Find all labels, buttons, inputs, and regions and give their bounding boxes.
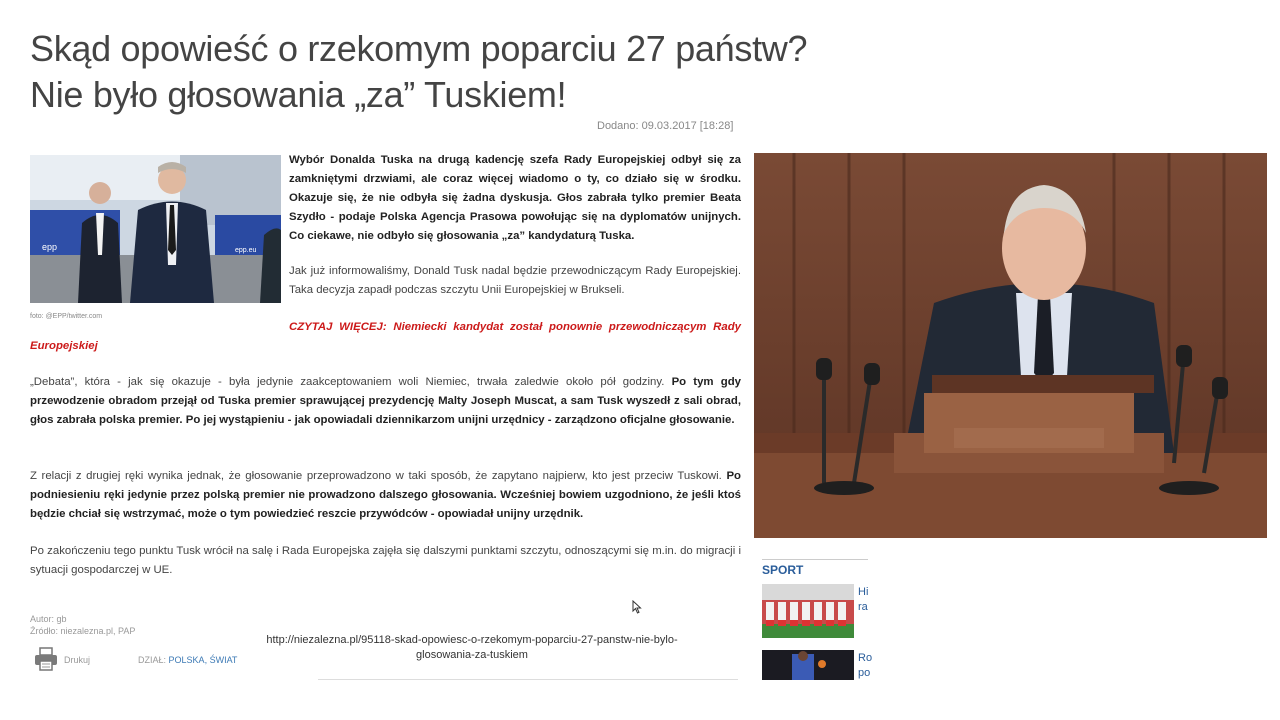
- sport-item-1-title[interactable]: Hi ra: [858, 586, 869, 613]
- paragraph-3-bold: Po tym gdy przewodzenie obradom przejął od Tuska premier sprawującej prezydencję Malty Joseph Muscat, a sam Tusk wyszedł z sali obrad, głos zabrała polska premier. Po jej wystąpieniu - jak opowiadali dziennikarzom unijni urzędnicy - zarządzono oficjalne głosowanie.: [30, 376, 741, 426]
- article-author: Autor: gb: [30, 614, 67, 624]
- basketball-photo-image: [762, 650, 854, 680]
- sport-thumb-1[interactable]: [762, 584, 854, 638]
- section-label: DZIAŁ:: [138, 655, 167, 665]
- svg-text:epp: epp: [42, 242, 58, 252]
- title-line-1: Skąd opowieść o rzekomym poparciu 27 państw?: [30, 28, 808, 69]
- print-button[interactable]: [33, 646, 59, 672]
- paragraph-4-text: Z relacji z drugiej ręki wynika jednak, że głosowanie przeprowadzono w taki sposób, że zapytano najpierw, kto jest przeciw Tuskowi.: [30, 470, 722, 482]
- sidebar-divider: [762, 559, 868, 560]
- paragraph-4: [30, 467, 741, 524]
- divider: [318, 679, 738, 680]
- article-source: Źródło: niezalezna.pl, PAP: [30, 626, 136, 636]
- paragraph-5: Po zakończeniu tego punktu Tusk wrócił na salę i Rada Europejska zajęła się dalszymi punktami szczytu, odnoszącymi się m.in. do migracji i sytuacji gospodarczej w UE.: [30, 545, 741, 576]
- paragraph-4-bold: Po podniesieniu ręki jedynie przez polską premier nie prowadzono dalszego głosowania. Wcześniej bowiem uzgodniono, że jeśli ktoś będzie chciał się wstrzymać, może o tym powiedzieć reszcie przywódców - opowiadał unijny urzędnik.: [30, 470, 741, 520]
- paragraph-3: [30, 373, 741, 430]
- paragraph-2: Jak już informowaliśmy, Donald Tusk nadal będzie przewodniczącym Rady Europejskiej. Taka decyzja zapadł podczas szczytu Unii Europejskiej w Brukseli.: [289, 265, 741, 296]
- svg-text:epp.eu: epp.eu: [235, 247, 257, 254]
- article-url[interactable]: http://niezalezna.pl/95118-skad-opowiesc-o-rzekomym-poparciu-27-panstw-nie-bylo-glosowania-za-tuskiem: [266, 634, 678, 661]
- sport-item-2-title[interactable]: Ro po: [858, 652, 873, 679]
- read-more-link[interactable]: CZYTAJ WIĘCEJ: Niemiecki kandydat został ponownie przewodniczącym Rady Europejskiej: [30, 321, 741, 352]
- print-label[interactable]: Drukuj: [64, 655, 91, 665]
- paragraph-3-text: „Debata”, która - jak się okazuje - była jedynie zaakceptowaniem woli Niemiec, trwała zaledwie około pół godziny.: [30, 376, 665, 388]
- speaker-video-frame: [754, 153, 1267, 538]
- section-link-polska[interactable]: POLSKA: [168, 655, 205, 665]
- article-title: [30, 26, 890, 118]
- article-lead: Wybór Donalda Tuska na drugą kadencję szefa Rady Europejskiej odbył się za zamkniętymi drzwiami, ale coraz więcej wiadomo o ty, co działo się w środku. Okazuje się, że nie odbyła się żadna dyskusja. Głos zabrała tylko premier Beata Szydło - podaje Polska Agencja Prasowa powołując się na dyplomatów unijnych. Co ciekawe, nie odbyło się głosowania „za” kandydaturą Tuska.: [289, 154, 741, 242]
- sport-thumb-2[interactable]: [762, 650, 854, 680]
- photo-credit: foto: @EPP/twitter.com: [30, 313, 103, 320]
- team-photo-image: [762, 584, 854, 638]
- printer-icon: [33, 646, 59, 672]
- section-link-swiat[interactable]: ŚWIAT: [209, 655, 238, 665]
- video-player[interactable]: [754, 153, 1267, 538]
- sidebar-sport-heading[interactable]: SPORT: [762, 563, 804, 577]
- mouse-cursor-icon: [632, 600, 642, 619]
- title-line-2: Nie było głosowania „za” Tuskiem!: [30, 74, 567, 115]
- publish-date: Dodano: 09.03.2017 [18:28]: [597, 120, 734, 132]
- photo-tusk-image: [30, 155, 281, 303]
- article-section: DZIAŁ: POLSKA, ŚWIAT: [138, 655, 238, 665]
- article-photo[interactable]: [30, 155, 281, 303]
